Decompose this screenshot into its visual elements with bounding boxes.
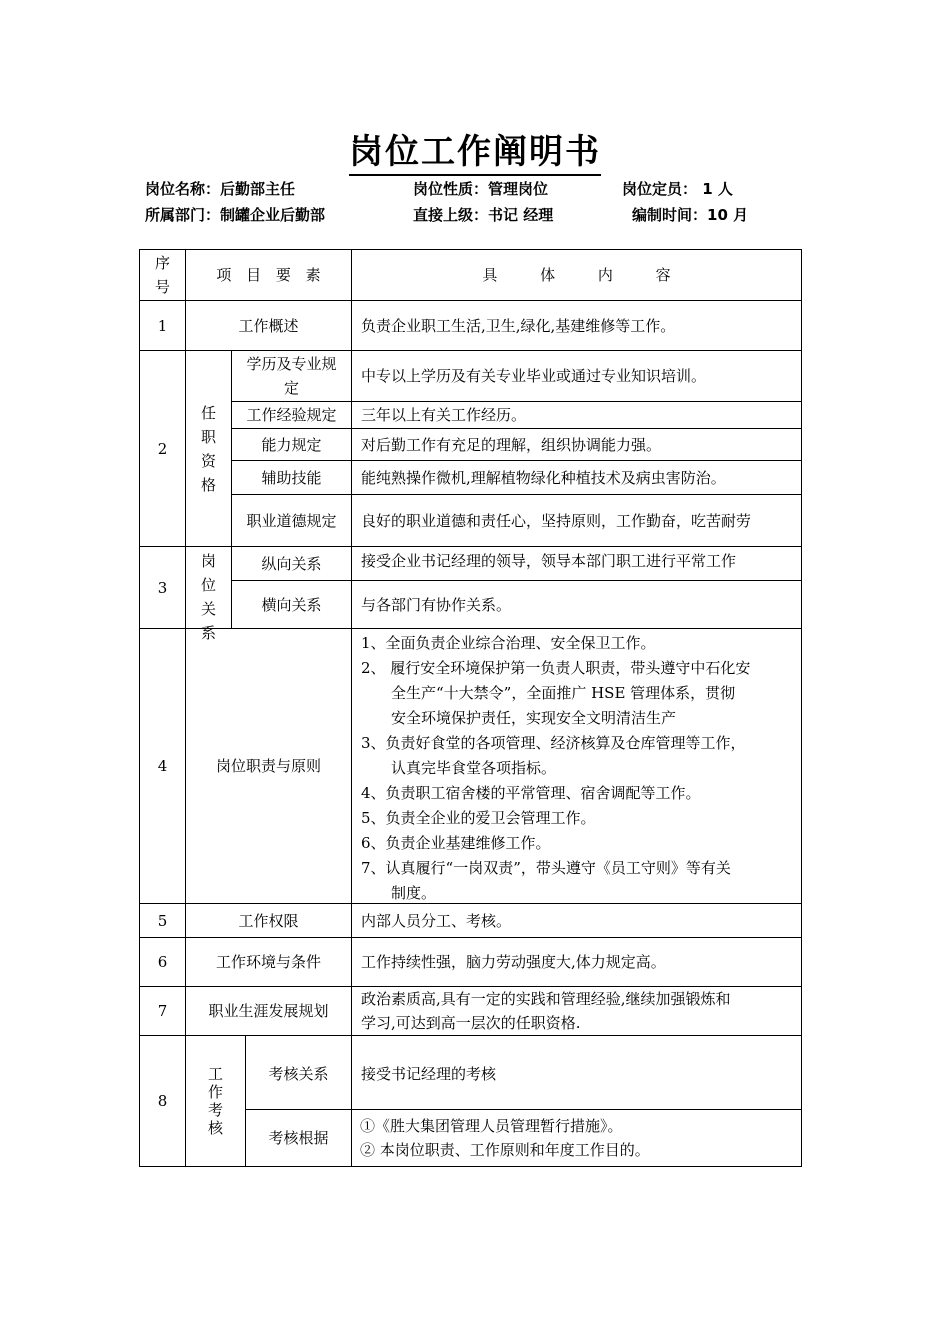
- row1-no: 1: [157, 316, 168, 335]
- header-item: 项 目 要 素: [216, 266, 321, 284]
- row2-no: 2: [157, 439, 168, 458]
- duty-item-continued: 全生产“十大禁令”，全面推广 HSE 管理体系，贯彻: [391, 684, 736, 702]
- row6-item: 工作环境与条件: [215, 953, 321, 971]
- row8-sub-content: 接受书记经理的考核: [361, 1065, 497, 1083]
- row8-sub-label: 考核关系: [268, 1065, 329, 1083]
- row3-sub-content: 与各部门有协作关系。: [361, 595, 512, 614]
- duty-item: 5、负责全企业的爱卫会管理工作。: [361, 809, 596, 827]
- row4-item: 岗位职责与原则: [215, 757, 321, 775]
- duty-item-continued: 安全环境保护责任，实现安全文明清洁生产: [391, 709, 677, 727]
- duty-item: 3、负责好食堂的各项管理、经济核算及仓库管理等工作，: [361, 734, 746, 752]
- row7-content-line: 学习,可达到高一层次的任职资格.: [361, 1014, 581, 1032]
- headcount: 岗位定员： 1 人: [622, 180, 733, 198]
- compile-time: 编制时间：10 月: [632, 206, 749, 224]
- row8-sub-label: 考核根据: [268, 1129, 329, 1147]
- department: 所属部门：制罐企业后勤部: [145, 206, 326, 224]
- row2-sub-label: 工作经验规定: [246, 406, 337, 424]
- row8-no: 8: [157, 1092, 168, 1110]
- duty-item: 4、负责职工宿舍楼的平常管理、宿舍调配等工作。: [361, 784, 701, 802]
- row3-sub-label: 横向关系: [261, 595, 322, 614]
- row6-no: 6: [157, 953, 168, 971]
- row2-sub-content: 三年以上有关工作经历。: [361, 406, 527, 424]
- basis-item: ② 本岗位职责、工作原则和年度工作目的。: [360, 1141, 650, 1159]
- row7-content-line: 政治素质高,具有一定的实践和管理经验,继续加强锻炼和: [361, 990, 731, 1008]
- duty-item-continued: 制度。: [391, 884, 437, 902]
- row3-no: 3: [157, 578, 168, 597]
- row2-sub-label: 辅助技能: [261, 468, 322, 487]
- document-title: 岗位工作阐明书: [0, 124, 950, 173]
- row7-content: [352, 987, 801, 1035]
- row2-sub-label: 能力规定: [261, 435, 322, 454]
- position-name: 岗位名称：后勤部主任: [145, 180, 296, 198]
- row3-sub-label: 纵向关系: [261, 554, 322, 573]
- row2-sub-label: 学历及专业规定: [246, 355, 337, 397]
- row8-sub-content: [352, 1110, 801, 1166]
- row7-no: 7: [157, 1002, 168, 1020]
- row6-content: 工作持续性强，脑力劳动强度大,体力规定高。: [361, 953, 666, 971]
- row1-content: 负责企业职工生活,卫生,绿化,基建维修等工作。: [361, 316, 676, 335]
- row2-sub-content: 良好的职业道德和责任心，坚持原则，工作勤奋，吃苦耐劳: [361, 511, 752, 530]
- row3-sub-content: 接受企业书记经理的领导，领导本部门职工进行平常工作: [361, 552, 737, 570]
- position-nature: 岗位性质：管理岗位: [413, 180, 549, 198]
- row4-no: 4: [157, 757, 168, 775]
- row2-sub-content: 对后勤工作有充足的理解，组织协调能力强。: [361, 435, 662, 454]
- superior: 直接上级：书记 经理: [413, 206, 554, 224]
- row5-content: 内部人员分工、考核。: [361, 911, 512, 930]
- row2-sub-label: 职业道德规定: [246, 511, 337, 530]
- row3-group-label: 岗 位 关 系: [200, 552, 216, 642]
- duty-item-continued: 认真完毕食堂各项指标。: [391, 759, 557, 777]
- header-content: 具 体 内 容: [482, 266, 671, 284]
- row2-group-label: 任 职 资 格: [200, 403, 216, 494]
- row1-item: 工作概述: [238, 316, 299, 335]
- duty-item: 1、全面负责企业综合治理、安全保卫工作。: [361, 634, 656, 652]
- row8-group-label: 工 作 考 核: [207, 1065, 223, 1137]
- row5-no: 5: [157, 911, 168, 930]
- row2-sub-content: 能纯熟操作微机,理解植物绿化种植技术及病虫害防治。: [361, 468, 726, 487]
- row7-item: 职业生涯发展规划: [208, 1002, 329, 1020]
- duty-item: 6、负责企业基建维修工作。: [361, 834, 551, 852]
- row5-item: 工作权限: [238, 911, 299, 930]
- header-no: 序 号: [154, 254, 170, 296]
- duty-item: 2、 履行安全环境保护第一负责人职责，带头遵守中石化安: [361, 659, 751, 677]
- duty-item: 7、认真履行“一岗双责”，带头遵守《员工守则》等有关: [361, 859, 731, 877]
- duties-list: [361, 631, 797, 906]
- row2-sub-content: 中专以上学历及有关专业毕业或通过专业知识培训。: [361, 367, 707, 385]
- basis-item: ①《胜大集团管理人员管理暂行措施》。: [360, 1117, 623, 1135]
